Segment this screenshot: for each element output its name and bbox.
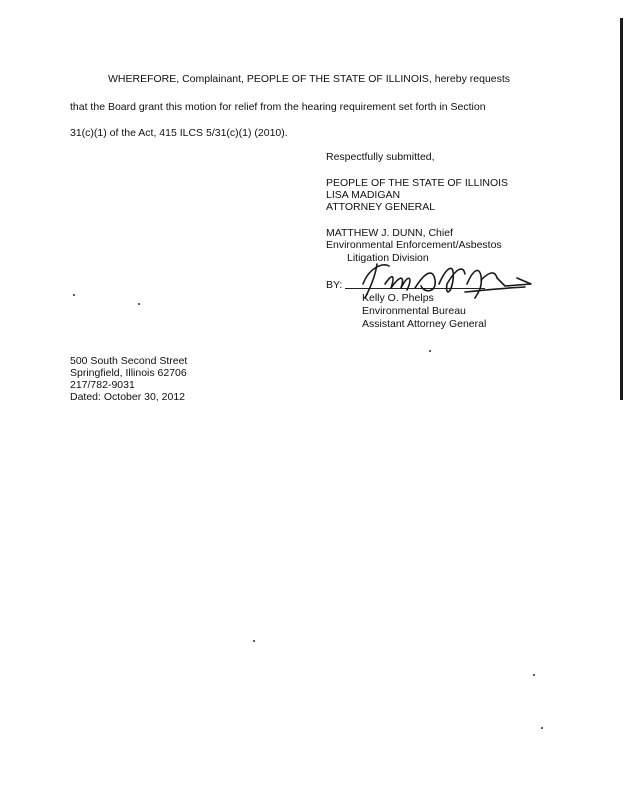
signer-title: Assistant Attorney General (362, 318, 487, 330)
body-line-1: WHEREFORE, Complainant, PEOPLE OF THE STATE OF ILLINOIS, hereby requests (108, 73, 511, 85)
chief-name: MATTHEW J. DUNN, Chief (326, 227, 453, 239)
address-phone: 217/782-9031 (70, 379, 135, 391)
scan-speck (253, 640, 255, 642)
address-city: Springfield, Illinois 62706 (70, 367, 187, 379)
scan-speck (138, 303, 140, 305)
body-line-2: that the Board grant this motion for relief from the hearing requirement set forth in Section (70, 101, 486, 113)
scan-edge-bar (620, 18, 623, 400)
scan-speck (73, 294, 75, 296)
document-date: Dated: October 30, 2012 (70, 391, 185, 403)
signer-bureau: Environmental Bureau (362, 305, 466, 317)
party-name: PEOPLE OF THE STATE OF ILLINOIS (326, 177, 509, 189)
scan-speck (533, 674, 535, 676)
signer-name: Kelly O. Phelps (362, 292, 434, 304)
salutation: Respectfully submitted, (326, 151, 435, 163)
scan-speck (541, 727, 543, 729)
division-line-1: Environmental Enforcement/Asbestos (326, 239, 502, 251)
scan-speck (429, 350, 431, 352)
address-street: 500 South Second Street (70, 355, 188, 367)
attorney-title: ATTORNEY GENERAL (326, 201, 436, 213)
body-line-3: 31(c)(1) of the Act, 415 ILCS 5/31(c)(1) (2010). (70, 127, 288, 139)
division-line-2: Litigation Division (347, 252, 429, 264)
attorney-name: LISA MADIGAN (326, 189, 401, 201)
by-label: BY: (326, 279, 343, 291)
